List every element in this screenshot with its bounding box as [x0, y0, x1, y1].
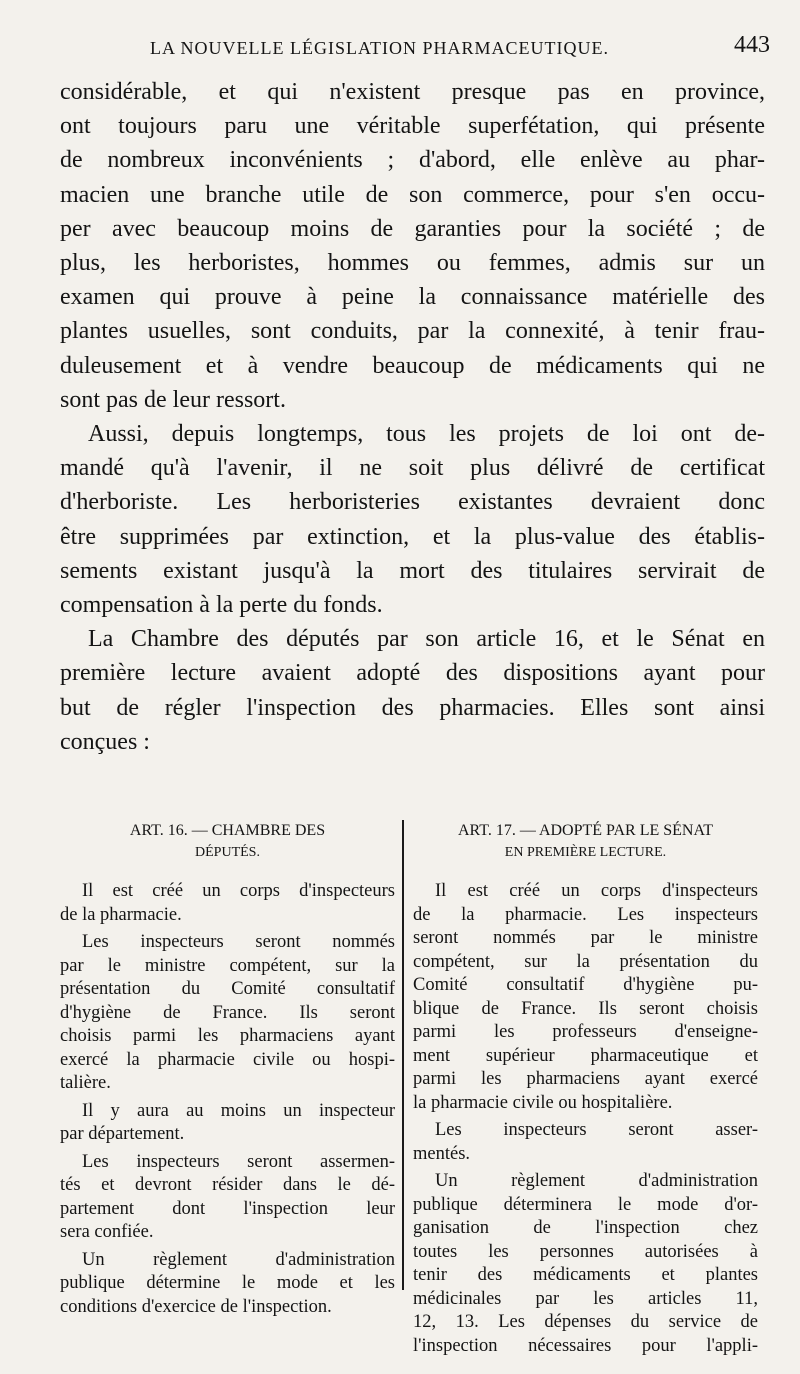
text-line: d'hygiène de France. Ils seront: [60, 1002, 395, 1023]
text-line: de la pharmacie.: [60, 904, 182, 925]
text-line: compétent, sur la présentation du: [413, 951, 758, 972]
text-line: publique détermine le mode et les: [60, 1273, 395, 1293]
text-line: Un règlement d'administration: [82, 1249, 395, 1270]
paragraph: [60, 622, 765, 759]
text-line: tenir des médicaments et plantes: [413, 1265, 758, 1285]
column-divider: [402, 820, 404, 1290]
text-line: par département.: [60, 1124, 185, 1144]
header-title: LA NOUVELLE LÉGISLATION PHARMACEUTIQUE.: [150, 38, 609, 58]
text-line: mandé qu'à l'avenir, il ne soit plus délivré de certificat: [60, 455, 765, 482]
text-line: Les inspecteurs seront nommés: [82, 932, 395, 952]
text-line: la pharmacie civile ou hospitalière.: [413, 1092, 673, 1113]
right-heading-line: ART. 17. — ADOPTÉ PAR LE SÉNAT: [457, 822, 714, 839]
text-line: par le ministre compétent, sur la: [60, 955, 395, 976]
right-column: [413, 820, 758, 1362]
text-line: Un règlement d'administration: [435, 1171, 758, 1191]
text-line: présentation du Comité consultatif: [60, 979, 395, 999]
text-line: duleusement et à vendre beaucoup de médicaments qui ne: [60, 352, 765, 379]
text-line: médicinales par les articles 11,: [413, 1288, 758, 1309]
text-line: 12, 13. Les dépenses du service de: [413, 1312, 758, 1332]
text-line: Il y aura au moins un inspecteur: [82, 1100, 395, 1121]
text-line: plus, les herboristes, hommes ou femmes, admis sur un: [60, 250, 765, 277]
text-line: première lecture avaient adopté des dispositions ayant pour: [60, 660, 765, 687]
text-line: ont toujours paru une véritable superfétation, qui présente: [60, 113, 765, 140]
text-line: sont pas de leur ressort.: [60, 386, 286, 413]
left-paragraph: [60, 931, 395, 1096]
text-line: être supprimées par extinction, et la plus-value des établis-: [60, 523, 765, 550]
text-line: Les inspecteurs seront assermen-: [82, 1151, 395, 1172]
text-line: de nombreux inconvénients ; d'abord, elle enlève au phar-: [60, 147, 765, 174]
right-column-heading: [413, 820, 758, 864]
text-line: seront nommés par le ministre: [413, 928, 758, 948]
left-paragraph: [60, 1249, 395, 1320]
right-paragraph: [413, 1170, 758, 1358]
text-line: sements existant jusqu'à la mort des titulaires servirait de: [60, 557, 765, 584]
text-line: parmi les professeurs d'enseigne-: [413, 1022, 758, 1042]
text-line: Il est créé un corps d'inspecteurs: [82, 881, 395, 901]
text-line: ment supérieur pharmaceutique et: [413, 1045, 758, 1066]
main-text: [60, 75, 765, 759]
text-line: examen qui prouve à peine la connaissance matérielle des: [60, 284, 765, 311]
text-line: talière.: [60, 1073, 111, 1093]
text-line: de la pharmacie. Les inspecteurs: [413, 904, 758, 925]
text-line: per avec beaucoup moins de garanties pour la société ; de: [60, 215, 765, 242]
running-header: [0, 30, 800, 70]
paragraph: [60, 417, 765, 622]
left-paragraph: [60, 1151, 395, 1245]
text-line: considérable, et qui n'existent presque pas en province,: [60, 79, 765, 105]
text-line: Comité consultatif d'hygiène pu-: [413, 975, 758, 995]
text-line: conditions d'exercice de l'inspection.: [60, 1296, 332, 1317]
text-line: publique déterminera le mode d'or-: [413, 1194, 758, 1215]
text-line: ganisation de l'inspection chez: [413, 1218, 758, 1238]
right-heading-line: EN PREMIÈRE LECTURE.: [504, 845, 667, 860]
left-heading-line: ART. 16. — CHAMBRE DES: [129, 822, 326, 839]
left-paragraph: [60, 1100, 395, 1147]
text-line: but de régler l'inspection des pharmacies. Elles sont ainsi: [60, 694, 765, 721]
article-comparison-columns: [60, 820, 760, 1356]
left-paragraph: [60, 880, 395, 927]
paragraph: [60, 75, 765, 417]
left-heading-line: DÉPUTÉS.: [195, 845, 260, 860]
text-line: compensation à la perte du fonds.: [60, 592, 383, 619]
text-line: La Chambre des députés par son article 16, et le Sénat en: [88, 626, 765, 653]
text-line: Aussi, depuis longtemps, tous les projets de loi ont de-: [88, 421, 765, 448]
text-line: conçues :: [60, 728, 150, 755]
text-line: l'inspection nécessaires pour l'appli-: [413, 1335, 758, 1356]
text-line: Il est créé un corps d'inspecteurs: [435, 881, 758, 901]
text-line: parmi les pharmaciens ayant exercé: [413, 1069, 758, 1089]
text-line: toutes les personnes autorisées à: [413, 1241, 758, 1262]
text-line: partement dont l'inspection leur: [60, 1198, 395, 1219]
text-line: mentés.: [413, 1143, 471, 1164]
page-number: 443: [734, 32, 770, 58]
text-line: blique de France. Ils seront choisis: [413, 998, 758, 1019]
text-line: d'herboriste. Les herboristeries existantes devraient donc: [60, 489, 765, 516]
text-line: macien une branche utile de son commerce, pour s'en occu-: [60, 181, 765, 208]
text-line: choisis parmi les pharmaciens ayant: [60, 1026, 395, 1046]
text-line: plantes usuelles, sont conduits, par la connexité, à tenir frau-: [60, 318, 765, 345]
left-column-heading: [60, 820, 395, 864]
text-line: tés et devront résider dans le dé-: [60, 1175, 395, 1195]
right-paragraph: [413, 880, 758, 1115]
text-line: sera confiée.: [60, 1222, 154, 1242]
text-line: Les inspecteurs seront asser-: [435, 1120, 758, 1140]
text-line: exercé la pharmacie civile ou hospi-: [60, 1049, 395, 1070]
left-column: [60, 820, 395, 1323]
right-paragraph: [413, 1119, 758, 1166]
